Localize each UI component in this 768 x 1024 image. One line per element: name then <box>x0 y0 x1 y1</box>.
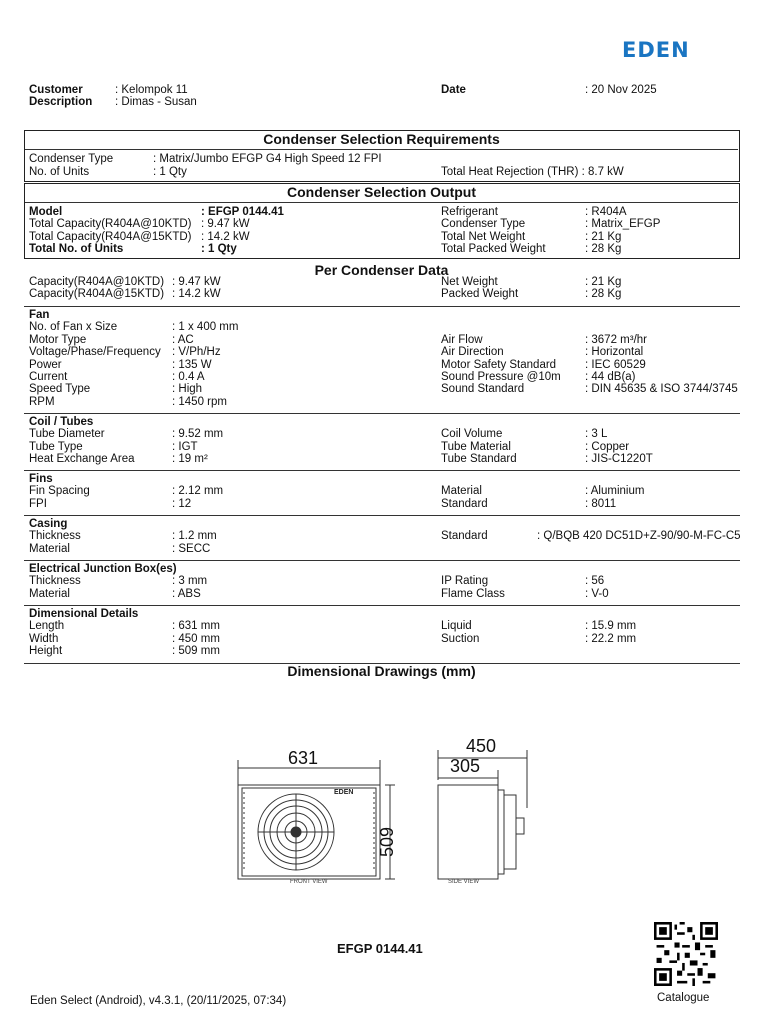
output-spec-value: : 28 Kg <box>585 243 622 256</box>
output-spec-label: Total Packed Weight <box>441 243 546 256</box>
junction-heading: Electrical Junction Box(es) <box>29 563 177 575</box>
date-value: : 20 Nov 2025 <box>585 84 657 96</box>
fan-spec-value: : 1450 rpm <box>172 395 227 408</box>
casing-spec-label: Thickness <box>29 530 81 543</box>
divider <box>24 306 740 307</box>
eden-logo: EDEN <box>622 38 690 62</box>
casing-standard-value: : Q/BQB 420 DC51D+Z-90/90-M-FC-C5 <box>537 530 741 543</box>
junction-spec-value: : 3 mm <box>172 575 208 588</box>
coil-spec-label: Tube Standard <box>441 453 517 466</box>
junction-spec-label: IP Rating <box>441 575 489 588</box>
coil-spec-label: Tube Material <box>441 440 511 453</box>
fan-spec-value: : 44 dB(a) <box>585 371 636 383</box>
dimensions-spec-label: Liquid <box>441 620 472 633</box>
dimension-drawing <box>230 730 530 890</box>
divider <box>24 605 740 606</box>
output-spec-value: : Matrix_EFGP <box>585 218 661 231</box>
divider <box>25 149 738 150</box>
fan-spec-value: : 1 x 400 mm <box>172 321 239 334</box>
per_condenser-spec-label: Capacity(R404A@10KTD) <box>29 276 165 288</box>
catalogue-label: Catalogue <box>657 992 710 1004</box>
side-view-frame <box>438 785 498 879</box>
fan-spec-value: : High <box>172 383 203 396</box>
fan-spec-value: : 3672 m³/hr <box>585 333 647 346</box>
fan-spec-value: : V/Ph/Hz <box>172 346 221 359</box>
fan-spec-value: : DIN 45635 & ISO 3744/3745 <box>585 383 738 396</box>
dimensions-heading: Dimensional Details <box>29 608 139 620</box>
fins-heading: Fins <box>29 473 53 485</box>
coil-spec-value: : Copper <box>585 440 630 453</box>
coil-spec-value: : 19 m² <box>172 453 208 466</box>
side-view-caption: SIDE VIEW <box>448 879 480 885</box>
output-spec-label: Total Capacity(R404A@15KTD) <box>29 230 192 243</box>
divider <box>25 202 738 203</box>
output-spec-label: Refrigerant <box>441 206 498 218</box>
height-dimension-label: 509 <box>377 826 397 858</box>
depth-dimension-label: 305 <box>450 756 481 776</box>
junction-spec-label: Thickness <box>29 575 81 588</box>
fins-spec-value: : 2.12 mm <box>172 485 224 498</box>
output-spec-value: : 21 Kg <box>585 230 622 243</box>
coil-spec-label: Coil Volume <box>441 428 503 441</box>
date-label: Date <box>441 84 466 96</box>
fan-spec-label: Sound Pressure @10m <box>441 371 561 383</box>
dimensions-spec-value: : 15.9 mm <box>585 620 637 633</box>
dimensions-spec-label: Height <box>29 645 63 658</box>
casing-spec-value: : 1.2 mm <box>172 530 217 543</box>
fan-spec-label: Power <box>29 358 62 371</box>
divider <box>24 413 740 414</box>
width-dimension-label: 450 <box>466 736 497 756</box>
output-spec-value: : 1 Qty <box>201 243 237 256</box>
divider <box>24 515 740 516</box>
fan-spec-label: Sound Standard <box>441 383 525 396</box>
per_condenser-spec-value: : 28 Kg <box>585 288 622 301</box>
per_condenser-spec-value: : 14.2 kW <box>172 288 221 301</box>
fan-spec-value: : AC <box>172 333 194 346</box>
condenser-type-value: : Matrix/Jumbo EFGP G4 High Speed 12 FPI <box>153 153 382 165</box>
junction-spec-label: Material <box>29 587 70 600</box>
fins-spec-label: Standard <box>441 497 488 510</box>
dimensions-spec-value: : 509 mm <box>172 645 220 658</box>
fins-spec-label: Material <box>441 485 482 498</box>
dimensions-spec-label: Length <box>29 620 65 633</box>
output-title: Condenser Selection Output <box>286 184 476 200</box>
fan-spec-label: Air Direction <box>441 346 504 359</box>
dimensions-spec-value: : 631 mm <box>172 620 220 633</box>
output-spec-value: : 9.47 kW <box>201 218 250 231</box>
casing-spec-value: : SECC <box>172 542 211 555</box>
fan-spec-value: : 0.4 A <box>172 371 205 383</box>
junction-spec-label: Flame Class <box>441 587 505 600</box>
output-spec-label: Total No. of Units <box>29 243 124 256</box>
condenser-type-label: Condenser Type <box>29 153 114 165</box>
casing-heading: Casing <box>29 518 68 530</box>
divider <box>24 470 740 471</box>
fan-spec-value: : Horizontal <box>585 346 644 359</box>
output-spec-label: Condenser Type <box>441 218 526 231</box>
fan-spec-label: No. of Fan x Size <box>29 321 118 334</box>
requirements-title: Condenser Selection Requirements <box>263 131 500 147</box>
fins-spec-label: Fin Spacing <box>29 485 90 498</box>
fan-spec-label: Speed Type <box>29 383 91 396</box>
fan-spec-label: Air Flow <box>441 333 483 346</box>
drawings-title: Dimensional Drawings (mm) <box>287 663 476 679</box>
junction-spec-value: : V-0 <box>585 587 609 600</box>
per-condenser-title: Per Condenser Data <box>314 262 449 278</box>
thr-text: Total Heat Rejection (THR) : 8.7 kW <box>441 166 624 178</box>
no-of-units-label: No. of Units <box>29 166 90 178</box>
per_condenser-spec-label: Net Weight <box>441 276 498 288</box>
junction-spec-value: : ABS <box>172 587 201 600</box>
per_condenser-spec-value: : 9.47 kW <box>172 276 221 288</box>
coil-spec-label: Heat Exchange Area <box>29 453 135 466</box>
customer-label: Customer <box>29 84 83 96</box>
per_condenser-spec-value: : 21 Kg <box>585 276 622 288</box>
fan-spec-label: RPM <box>29 395 55 408</box>
output-spec-value: : EFGP 0144.41 <box>201 206 284 218</box>
customer-value: : Kelompok 11 <box>115 84 188 96</box>
coil-heading: Coil / Tubes <box>29 416 94 428</box>
fins-spec-value: : 12 <box>172 497 192 510</box>
dimensions-spec-label: Width <box>29 632 59 645</box>
front-view-caption: FRONT VIEW <box>290 879 328 885</box>
no-of-units-value: : 1 Qty <box>153 166 187 178</box>
coil-spec-value: : 3 L <box>585 428 608 441</box>
per_condenser-spec-label: Packed Weight <box>441 288 519 301</box>
output-spec-value: : 14.2 kW <box>201 230 250 243</box>
footer-text: Eden Select (Android), v4.3.1, (20/11/2025, 07:34) <box>30 995 287 1007</box>
output-spec-label: Total Capacity(R404A@10KTD) <box>29 218 192 231</box>
casing-standard-label: Standard <box>441 530 488 543</box>
divider <box>24 560 740 561</box>
fins-spec-label: FPI <box>29 497 47 510</box>
output-spec-label: Total Net Weight <box>441 230 526 243</box>
unit-logo: EDEN <box>334 789 354 796</box>
description-value: : Dimas - Susan <box>115 96 197 108</box>
coil-spec-label: Tube Type <box>29 440 83 453</box>
coil-spec-value: : JIS-C1220T <box>585 453 653 466</box>
fan-spec-label: Voltage/Phase/Frequency <box>29 346 161 359</box>
fan-heading: Fan <box>29 309 50 321</box>
dimensions-spec-value: : 450 mm <box>172 632 220 645</box>
model-label: EFGP 0144.41 <box>337 941 423 956</box>
coil-spec-label: Tube Diameter <box>29 428 105 441</box>
catalogue-qr-code[interactable] <box>650 922 722 986</box>
fan-spec-value: : IEC 60529 <box>585 358 646 371</box>
coil-spec-value: : IGT <box>172 440 198 453</box>
fins-spec-value: : 8011 <box>585 497 617 510</box>
output-spec-label: Model <box>29 206 63 218</box>
per_condenser-spec-label: Capacity(R404A@15KTD) <box>29 288 165 301</box>
dimensions-spec-label: Suction <box>441 632 480 645</box>
fan-spec-label: Motor Type <box>29 333 87 346</box>
casing-spec-label: Material <box>29 542 70 555</box>
fan-spec-value: : 135 W <box>172 358 212 371</box>
dimensions-spec-value: : 22.2 mm <box>585 632 637 645</box>
description-label: Description <box>29 96 93 108</box>
junction-spec-value: : 56 <box>585 575 605 588</box>
length-dimension-label: 631 <box>288 748 319 768</box>
output-spec-value: : R404A <box>585 206 627 218</box>
fins-spec-value: : Aluminium <box>585 485 645 498</box>
coil-spec-value: : 9.52 mm <box>172 428 224 441</box>
fan-spec-label: Current <box>29 371 68 383</box>
fan-spec-label: Motor Safety Standard <box>441 358 557 371</box>
